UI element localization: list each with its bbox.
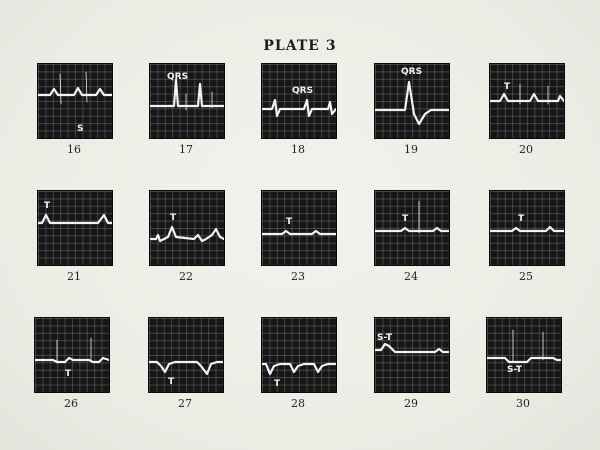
ecg-figure-16 [37, 63, 113, 139]
ecg-figure-21 [37, 190, 113, 266]
figure-number: 24 [404, 270, 418, 283]
figure-number: 18 [291, 143, 305, 156]
ecg-figure-23 [261, 190, 337, 266]
ecg-figure-19 [374, 63, 450, 139]
ecg-figure-18 [261, 63, 337, 139]
figure-number: 19 [404, 143, 418, 156]
wave-label: T [504, 82, 511, 92]
figure-number: 27 [178, 397, 192, 410]
ecg-figure-20 [489, 63, 565, 139]
ecg-figure-29 [374, 317, 450, 393]
wave-label: QRS [167, 72, 189, 82]
figure-number: 17 [179, 143, 193, 156]
wave-label: T [518, 214, 525, 224]
wave-label: T [65, 369, 72, 379]
figure-number: 21 [67, 270, 81, 283]
wave-label: T [170, 213, 177, 223]
wave-label: T [402, 214, 409, 224]
wave-label: QRS [401, 67, 423, 77]
figure-number: 29 [404, 397, 418, 410]
ecg-figure-26 [34, 317, 110, 393]
wave-label: S-T [507, 365, 523, 375]
wave-label: S-T [377, 333, 393, 343]
ecg-figure-22 [149, 190, 225, 266]
wave-label: S [77, 124, 84, 134]
ecg-figure-30 [486, 317, 562, 393]
wave-label: T [44, 201, 51, 211]
figure-number: 30 [516, 397, 530, 410]
ecg-figure-28 [261, 317, 337, 393]
figure-number: 26 [64, 397, 78, 410]
plate-title: PLATE 3 [263, 38, 337, 54]
wave-label: T [274, 379, 281, 389]
ecg-figure-17 [149, 63, 225, 139]
wave-label: T [168, 377, 175, 387]
figure-number: 16 [67, 143, 81, 156]
ecg-figure-27 [148, 317, 224, 393]
wave-label: QRS [292, 86, 314, 96]
figure-number: 23 [291, 270, 305, 283]
ecg-figure-25 [489, 190, 565, 266]
ecg-figure-24 [374, 190, 450, 266]
figure-number: 22 [179, 270, 193, 283]
figure-number: 28 [291, 397, 305, 410]
wave-label: T [286, 217, 293, 227]
figure-number: 20 [519, 143, 533, 156]
figure-number: 25 [519, 270, 533, 283]
